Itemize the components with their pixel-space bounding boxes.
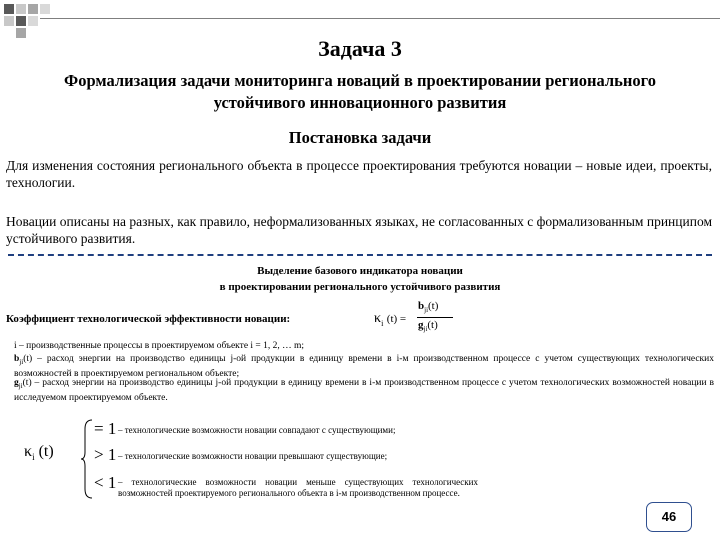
coefficient-label: Коэффициент технологической эффективности новации: [6, 313, 291, 325]
kappa-cases [18, 415, 638, 525]
page-number: 46 [646, 502, 692, 532]
formula-kappa: κ [374, 311, 382, 326]
def-g-text: (t) – расход энергии на производство единицы j-ой продукции в единицу времени в i-м производственном процессе с учетом технологических возможностей новации в исследуемом проектируемом объекте. [14, 378, 714, 403]
def-b-text: (t) – расход энергии на производство единицы j-ой продукции в единицу времени в i-м производственном процессе с учетом существующих технологических возможностей в проектируемом региональном объекте; [14, 354, 714, 379]
case-lt-text: – технологические возможности новации меньше существующих технологических возможностей проектируемого регионального объекта в i-м производственном процессе. [118, 477, 478, 498]
case-eq-text: – технологические возможности новации совпадают с существующими; [118, 425, 396, 435]
definition-b [14, 353, 714, 380]
cases-arg: (t) [38, 443, 54, 460]
deco-square [28, 16, 38, 26]
dashed-divider [8, 254, 712, 256]
header-rule [40, 18, 720, 19]
def-b-sub: ji [19, 357, 24, 366]
indicator-heading [120, 263, 600, 295]
cases-kappa-sub: i [32, 452, 35, 463]
formula-kappa-sub: i [381, 318, 384, 328]
deco-square [16, 16, 26, 26]
cases-kappa: κ [24, 443, 33, 460]
formula-denominator-sub: ji [423, 325, 428, 334]
slide-subtitle: Формализация задачи мониторинга новаций в проектировании регионального устойчивого инновационного развития [64, 71, 656, 112]
formula-numerator: b [418, 300, 425, 312]
header-decoration [0, 0, 720, 40]
section-heading: Постановка задачи [288, 128, 432, 147]
cases-brace [80, 419, 94, 499]
def-g-sub: ji [18, 381, 23, 390]
deco-square [16, 4, 26, 14]
definition-i: i – производственные процессы в проектируемом объекте i = 1, 2, … m; [14, 341, 305, 351]
case-eq: = 1 [94, 419, 117, 438]
def-b-symbol: b [14, 354, 20, 364]
fraction-bar [417, 317, 453, 318]
indicator-heading-line1: Выделение базового индикатора новации [257, 265, 463, 277]
paragraph: Новации описаны на разных, как правило, неформализованных языках, не согласованных с формализованным принципом устойчивого развития. [6, 214, 712, 246]
definition-g [14, 377, 714, 404]
formula-arg: (t) = [386, 313, 407, 325]
cases-lhs [24, 443, 54, 462]
formula-denominator: g [418, 319, 424, 331]
page-title: Задача 3 [318, 36, 402, 61]
deco-square [28, 4, 38, 14]
kappa-formula [374, 298, 454, 338]
deco-square [4, 16, 14, 26]
case-gt: > 1 [94, 445, 117, 464]
case-lt: < 1 [94, 473, 117, 492]
formula-numerator-arg: (t) [428, 300, 439, 312]
indicator-heading-line2: в проектировании регионального устойчивого развития [219, 281, 501, 293]
formula-denominator-arg: (t) [427, 319, 438, 331]
deco-square [40, 4, 50, 14]
case-gt-text: – технологические возможности новации превышают существующие; [118, 451, 388, 461]
formula-numerator-sub: ji [424, 306, 429, 315]
deco-square [4, 4, 14, 14]
def-g-symbol: g [14, 378, 19, 388]
paragraph: Для изменения состояния регионального объекта в процессе проектирования требуются новации – новые идеи, проекты, технологии. [6, 158, 712, 190]
